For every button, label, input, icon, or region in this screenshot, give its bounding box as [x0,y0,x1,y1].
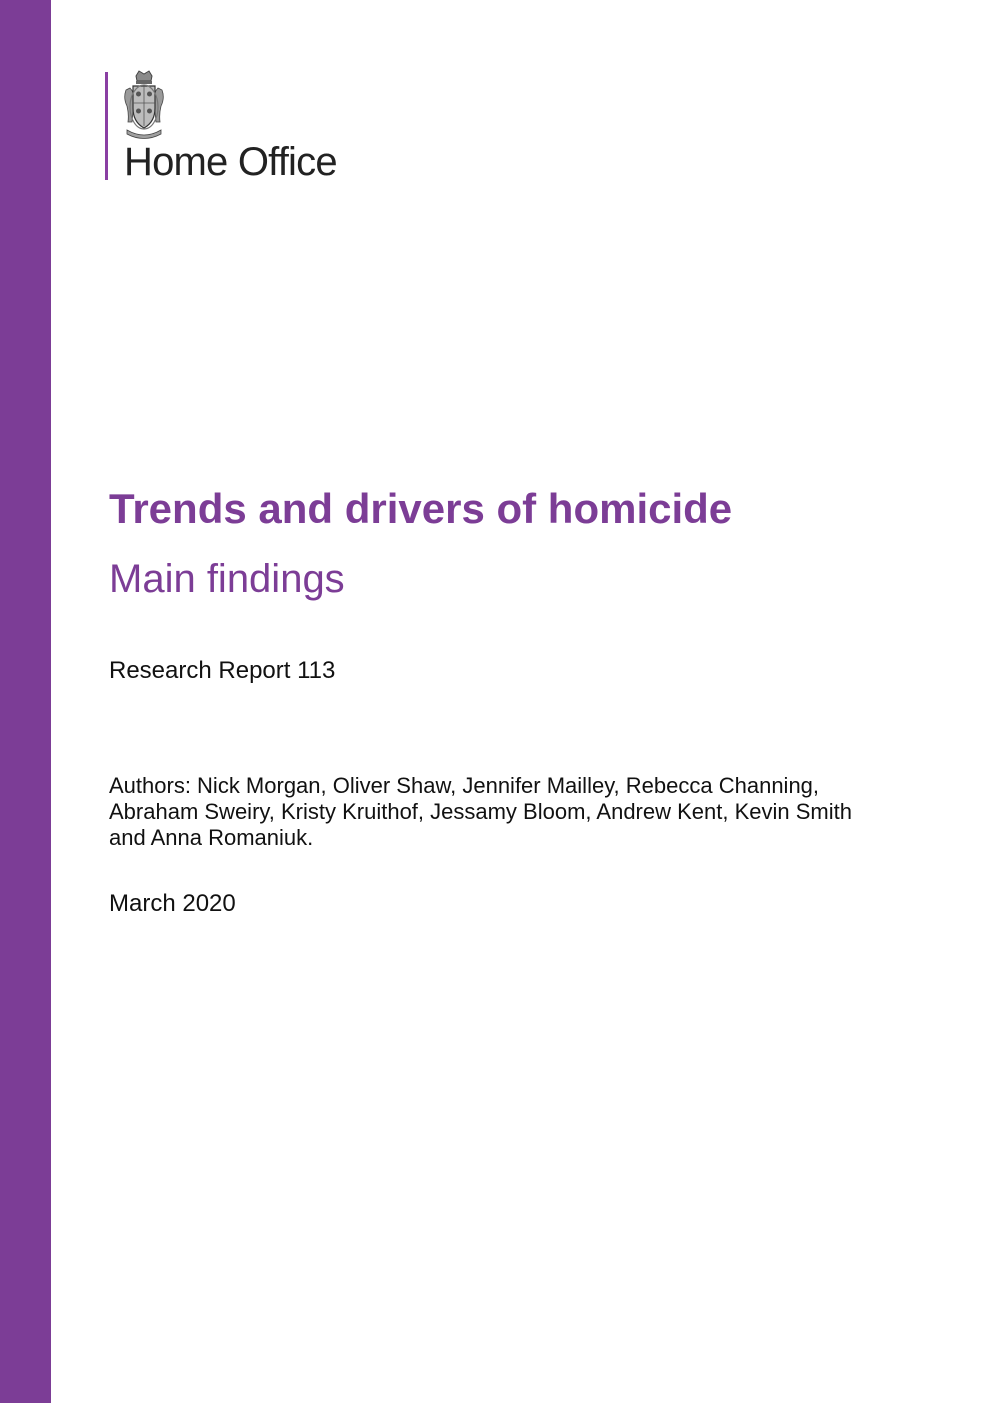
authors-line: and Anna Romaniuk. [109,825,314,850]
authors-block [109,773,929,851]
home-office-logo [105,70,375,182]
publication-date: March 2020 [109,890,236,917]
report-title: Trends and drivers of homicide [109,485,733,532]
logo-wordmark: Home Office [124,140,337,184]
royal-crest-icon [123,70,165,142]
report-subtitle: Main findings [109,557,345,601]
side-color-band [0,0,51,1403]
report-number: Research Report 113 [109,657,336,684]
authors-line: Abraham Sweiry, Kristy Kruithof, Jessamy Bloom, Andrew Kent, Kevin Smith [109,799,852,824]
authors-line: Authors: Nick Morgan, Oliver Shaw, Jennifer Mailley, Rebecca Channing, [109,773,820,798]
logo-divider [105,72,108,180]
